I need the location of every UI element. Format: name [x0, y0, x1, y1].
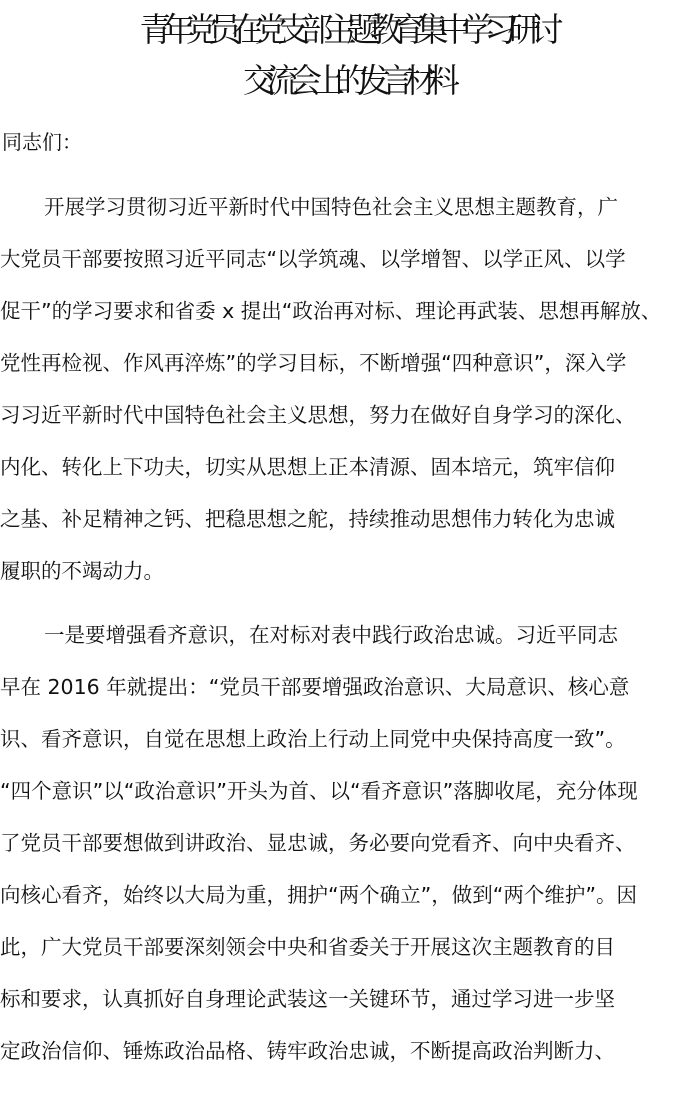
salutation: 同志们： — [2, 130, 82, 154]
paragraph-line: 之基、补足精神之钙、把稳思想之舵，持续推动思想伟力转化为忠诚 — [0, 507, 615, 531]
paragraph-line: 开展学习贯彻习近平新时代中国特色社会主义思想主题教育，广 — [44, 195, 618, 219]
paragraph-line: 定政治信仰、锤炼政治品格、铸牢政治忠诚，不断提高政治判断力、 — [0, 1039, 615, 1063]
paragraph-line: 内化、转化上下功夫，切实从思想上正本清源、固本培元，筑牢信仰 — [0, 455, 615, 479]
paragraph-line: 促干”的学习要求和省委 x 提出“政治再对标、理论再武装、思想再解放、 — [0, 299, 662, 323]
paragraph-line: “四个意识”以“政治意识”开头为首、以“看齐意识”落脚收尾，充分体现 — [0, 779, 638, 803]
paragraph-line: 一是要增强看齐意识，在对标对表中践行政治忠诚。习近平同志 — [44, 623, 618, 647]
paragraph-line: 早在 2016 年就提出：“党员干部要增强政治意识、大局意识、核心意 — [0, 675, 630, 699]
paragraph-line: 习习近平新时代中国特色社会主义思想，努力在做好自身学习的深化、 — [0, 403, 636, 427]
title-line-2: 交流会上的发言材料 — [243, 61, 450, 100]
paragraph-line: 了党员干部要想做到讲政治、显忠诚，务必要向党看齐、向中央看齐、 — [0, 831, 636, 855]
paragraph-line: 识、看齐意识，自觉在思想上政治上行动上同党中央保持高度一致”。 — [0, 727, 626, 751]
paragraph-line: 党性再检视、作风再淬炼”的学习目标，不断增强“四种意识”，深入学 — [0, 351, 627, 375]
paragraph-line: 大党员干部要按照习近平同志“以学筑魂、以学增智、以学正风、以学 — [0, 247, 626, 271]
paragraph-line: 此，广大党员干部要深刻领会中央和省委关于开展这次主题教育的目 — [0, 935, 615, 959]
document-title — [0, 4, 693, 106]
title-line-1: 青年党员在党支部主题教育集中学习研讨 — [139, 10, 554, 49]
paragraph-line: 标和要求，认真抓好自身理论武装这一关键环节，通过学习进一步坚 — [0, 987, 615, 1011]
paragraph-line: 向核心看齐，始终以大局为重，拥护“两个确立”，做到“两个维护”。因 — [0, 883, 637, 907]
paragraph-line: 履职的不竭动力。 — [0, 559, 164, 583]
